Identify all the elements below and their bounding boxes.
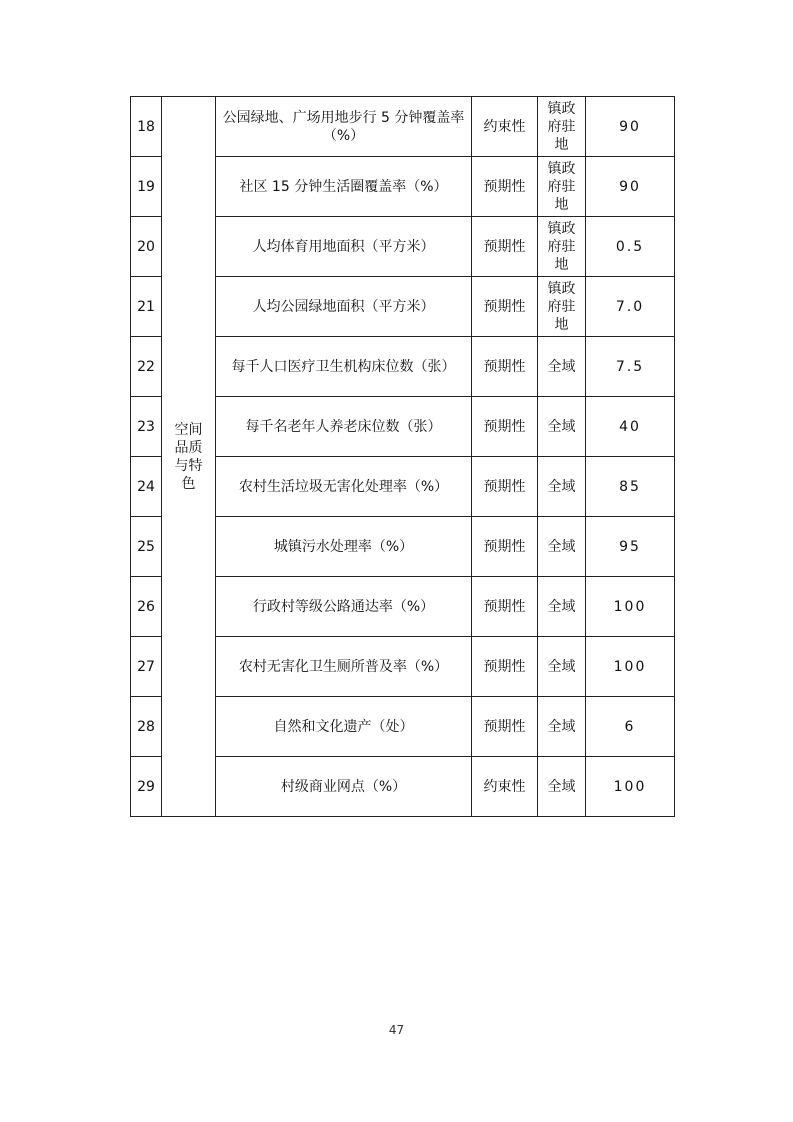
indicator-value: 85	[586, 457, 675, 517]
row-number: 29	[131, 757, 162, 817]
indicator-value: 7.5	[586, 337, 675, 397]
row-number: 19	[131, 157, 162, 217]
indicator-name: 村级商业网点（%）	[216, 757, 472, 817]
indicator-name: 农村无害化卫生厕所普及率（%）	[216, 637, 472, 697]
indicator-scope: 全域	[538, 697, 586, 757]
row-number: 28	[131, 697, 162, 757]
scope-label: 镇政府驻地	[547, 220, 576, 273]
indicator-scope: 全域	[538, 337, 586, 397]
category-cell	[162, 97, 216, 817]
indicator-value: 100	[586, 577, 675, 637]
indicator-type: 约束性	[472, 97, 538, 157]
indicator-name: 社区 15 分钟生活圈覆盖率（%）	[216, 157, 472, 217]
indicator-value: 90	[586, 97, 675, 157]
indicator-type: 约束性	[472, 757, 538, 817]
row-number: 26	[131, 577, 162, 637]
indicator-name: 公园绿地、广场用地步行 5 分钟覆盖率（%）	[216, 97, 472, 157]
indicator-type: 预期性	[472, 637, 538, 697]
row-number: 23	[131, 397, 162, 457]
indicator-type: 预期性	[472, 697, 538, 757]
indicator-type: 预期性	[472, 277, 538, 337]
page-number: 47	[388, 1023, 405, 1037]
indicator-scope	[538, 157, 586, 217]
indicator-scope: 全域	[538, 577, 586, 637]
indicator-scope: 全域	[538, 397, 586, 457]
indicator-scope: 全域	[538, 757, 586, 817]
indicator-value: 7.0	[586, 277, 675, 337]
indicator-scope: 全域	[538, 517, 586, 577]
row-number: 27	[131, 637, 162, 697]
indicator-table	[130, 96, 675, 817]
row-number: 21	[131, 277, 162, 337]
indicator-name: 每千人口医疗卫生机构床位数（张）	[216, 337, 472, 397]
indicator-value: 95	[586, 517, 675, 577]
scope-label: 镇政府驻地	[547, 100, 576, 153]
row-number: 20	[131, 217, 162, 277]
indicator-value: 100	[586, 757, 675, 817]
indicator-name: 城镇污水处理率（%）	[216, 517, 472, 577]
scope-label: 镇政府驻地	[547, 160, 576, 213]
indicator-type: 预期性	[472, 217, 538, 277]
indicator-type: 预期性	[472, 577, 538, 637]
indicator-name: 农村生活垃圾无害化处理率（%）	[216, 457, 472, 517]
row-number: 25	[131, 517, 162, 577]
indicator-type: 预期性	[472, 337, 538, 397]
indicator-name: 自然和文化遗产（处）	[216, 697, 472, 757]
indicator-type: 预期性	[472, 157, 538, 217]
indicator-value: 40	[586, 397, 675, 457]
category-label: 空间品质与特色	[174, 421, 203, 492]
indicator-type: 预期性	[472, 397, 538, 457]
indicator-value: 90	[586, 157, 675, 217]
row-number: 22	[131, 337, 162, 397]
indicator-name: 行政村等级公路通达率（%）	[216, 577, 472, 637]
indicator-value: 6	[586, 697, 675, 757]
row-number: 24	[131, 457, 162, 517]
indicator-name: 每千名老年人养老床位数（张）	[216, 397, 472, 457]
indicator-name: 人均公园绿地面积（平方米）	[216, 277, 472, 337]
scope-label: 镇政府驻地	[547, 280, 576, 333]
indicator-type: 预期性	[472, 517, 538, 577]
indicator-value: 100	[586, 637, 675, 697]
indicator-type: 预期性	[472, 457, 538, 517]
indicator-name: 人均体育用地面积（平方米）	[216, 217, 472, 277]
indicator-scope: 全域	[538, 457, 586, 517]
indicator-scope	[538, 217, 586, 277]
indicator-scope	[538, 277, 586, 337]
table-row	[131, 97, 675, 157]
row-number: 18	[131, 97, 162, 157]
indicator-scope	[538, 97, 586, 157]
indicator-value: 0.5	[586, 217, 675, 277]
indicator-scope: 全域	[538, 637, 586, 697]
